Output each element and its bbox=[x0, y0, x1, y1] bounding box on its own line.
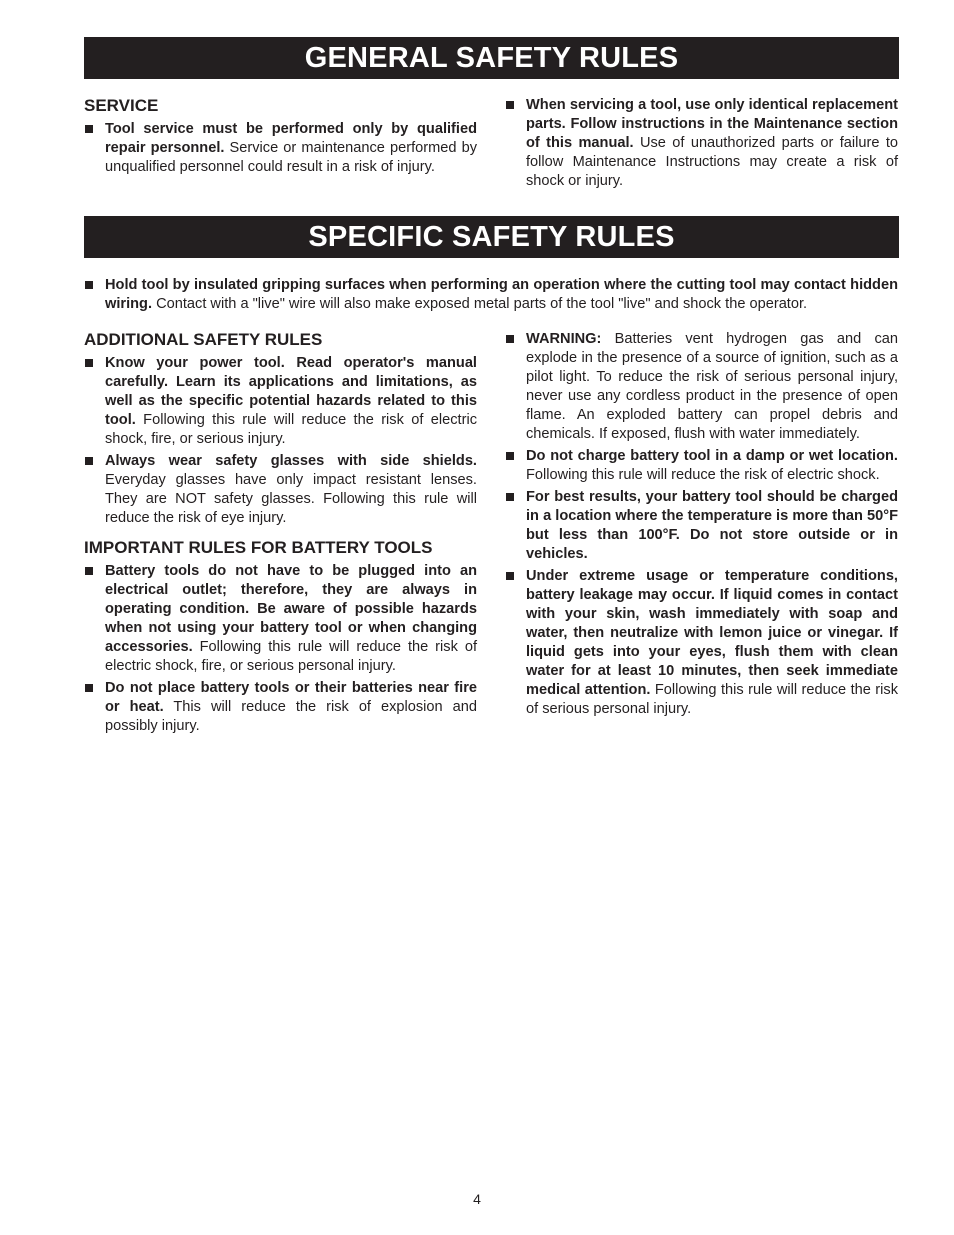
rule-text: Everyday glasses have only impact resistant lenses. They are NOT safety glasses. Following this rule will reduce the risk of eye injury. bbox=[105, 472, 477, 526]
specific-intro bbox=[84, 276, 898, 314]
rule-text: Contact with a "live" wire will also make exposed metal parts of the tool "live" and shock the operator. bbox=[152, 296, 808, 312]
square-bullet-icon bbox=[85, 359, 93, 367]
square-bullet-icon bbox=[85, 281, 93, 289]
rule-bold-text: Do not charge battery tool in a damp or wet location. bbox=[526, 448, 898, 464]
specific-right-column bbox=[505, 330, 898, 719]
list-item bbox=[505, 330, 898, 444]
specific-safety-rules-title: SPECIFIC SAFETY RULES bbox=[308, 221, 675, 253]
square-bullet-icon bbox=[506, 572, 514, 580]
battery-warnings-list bbox=[505, 330, 898, 719]
service-list-continued bbox=[505, 96, 898, 191]
square-bullet-icon bbox=[506, 452, 514, 460]
rule-text: Use of unauthorized parts or failure to follow Maintenance Instructions may create a risk of shock or injury. bbox=[526, 135, 899, 189]
rule-bold-text: When servicing a tool, use only identical replacement parts. Follow instructions in the Maintenance section of this manual. bbox=[526, 97, 898, 151]
service-left-column bbox=[84, 96, 477, 177]
rule-text: This will reduce the risk of explosion and possibly injury. bbox=[105, 699, 477, 734]
rule-text: Service or maintenance performed by unqualified personnel could result in a risk of injury. bbox=[105, 140, 477, 175]
rule-text: Batteries vent hydrogen gas and can explode in the presence of a source of ignition, such as a pilot light. To reduce the risk of serious personal injury, never use any cordless product in the presence of open flame. An exploded battery can propel debris and chemicals. If exposed, flush with water immediately. bbox=[526, 331, 898, 442]
service-heading: SERVICE bbox=[84, 96, 159, 115]
rule-bold-text: Know your power tool. Read operator's manual carefully. Learn its applications and limitations, as well as the specific potential hazards related to this tool. bbox=[105, 355, 477, 428]
square-bullet-icon bbox=[85, 567, 93, 575]
rule-bold-text: WARNING: bbox=[526, 331, 602, 347]
rule-bold-text: Hold tool by insulated gripping surfaces when performing an operation where the cutting tool may contact hidden wiring. bbox=[105, 277, 898, 312]
general-safety-rules-banner bbox=[84, 37, 899, 79]
rule-text: Following this rule will reduce the risk of serious personal injury. bbox=[526, 682, 898, 717]
service-right-column bbox=[505, 96, 898, 191]
list-item bbox=[505, 567, 898, 719]
rule-bold-text: Battery tools do not have to be plugged into an electrical outlet; therefore, they are always in operating condition. Be aware of possible hazards when not using your battery tool or when changing accessories. bbox=[105, 563, 477, 655]
additional-rules-list bbox=[84, 354, 477, 528]
square-bullet-icon bbox=[506, 493, 514, 501]
square-bullet-icon bbox=[85, 125, 93, 133]
service-list bbox=[84, 120, 477, 177]
square-bullet-icon bbox=[506, 101, 514, 109]
list-item bbox=[84, 452, 477, 528]
list-item bbox=[84, 354, 477, 449]
page-number: 4 bbox=[473, 1191, 481, 1207]
list-item bbox=[84, 679, 477, 736]
list-item bbox=[505, 447, 898, 485]
intro-list bbox=[84, 276, 898, 314]
specific-left-column bbox=[84, 330, 477, 736]
general-safety-rules-title: GENERAL SAFETY RULES bbox=[304, 42, 679, 74]
square-bullet-icon bbox=[85, 684, 93, 692]
list-item bbox=[84, 120, 477, 177]
list-item bbox=[505, 96, 898, 191]
rule-text: Following this rule will reduce the risk of electric shock, fire, or serious injury. bbox=[105, 412, 477, 447]
list-item bbox=[84, 562, 477, 676]
rule-bold-text: Always wear safety glasses with side shields. bbox=[105, 453, 477, 469]
rule-text: Following this rule will reduce the risk of electric shock, fire, or serious personal injury. bbox=[105, 639, 477, 674]
specific-safety-rules-banner bbox=[84, 216, 899, 258]
rule-bold-text: For best results, your battery tool should be charged in a location where the temperature is more than 50°F but less than 100°F. Do not store outside or in vehicles. bbox=[526, 489, 898, 562]
square-bullet-icon bbox=[506, 335, 514, 343]
rule-bold-text: Under extreme usage or temperature conditions, battery leakage may occur. If liquid comes in contact with your skin, wash immediately with soap and water, then neutralize with lemon juice or vinegar. If liquid gets into your eyes, flush them with clean water for at least 10 minutes, then seek immediate medical attention. bbox=[526, 568, 898, 698]
additional-safety-rules-heading: ADDITIONAL SAFETY RULES bbox=[84, 330, 323, 349]
battery-rules-heading: IMPORTANT RULES FOR BATTERY TOOLS bbox=[84, 538, 433, 557]
list-item bbox=[84, 276, 898, 314]
battery-rules-list bbox=[84, 562, 477, 736]
rule-bold-text: Do not place battery tools or their batteries near fire or heat. bbox=[105, 680, 477, 715]
square-bullet-icon bbox=[85, 457, 93, 465]
list-item bbox=[505, 488, 898, 564]
rule-bold-text: Tool service must be performed only by qualified repair personnel. bbox=[105, 121, 477, 156]
rule-text: Following this rule will reduce the risk of electric shock. bbox=[526, 467, 880, 483]
